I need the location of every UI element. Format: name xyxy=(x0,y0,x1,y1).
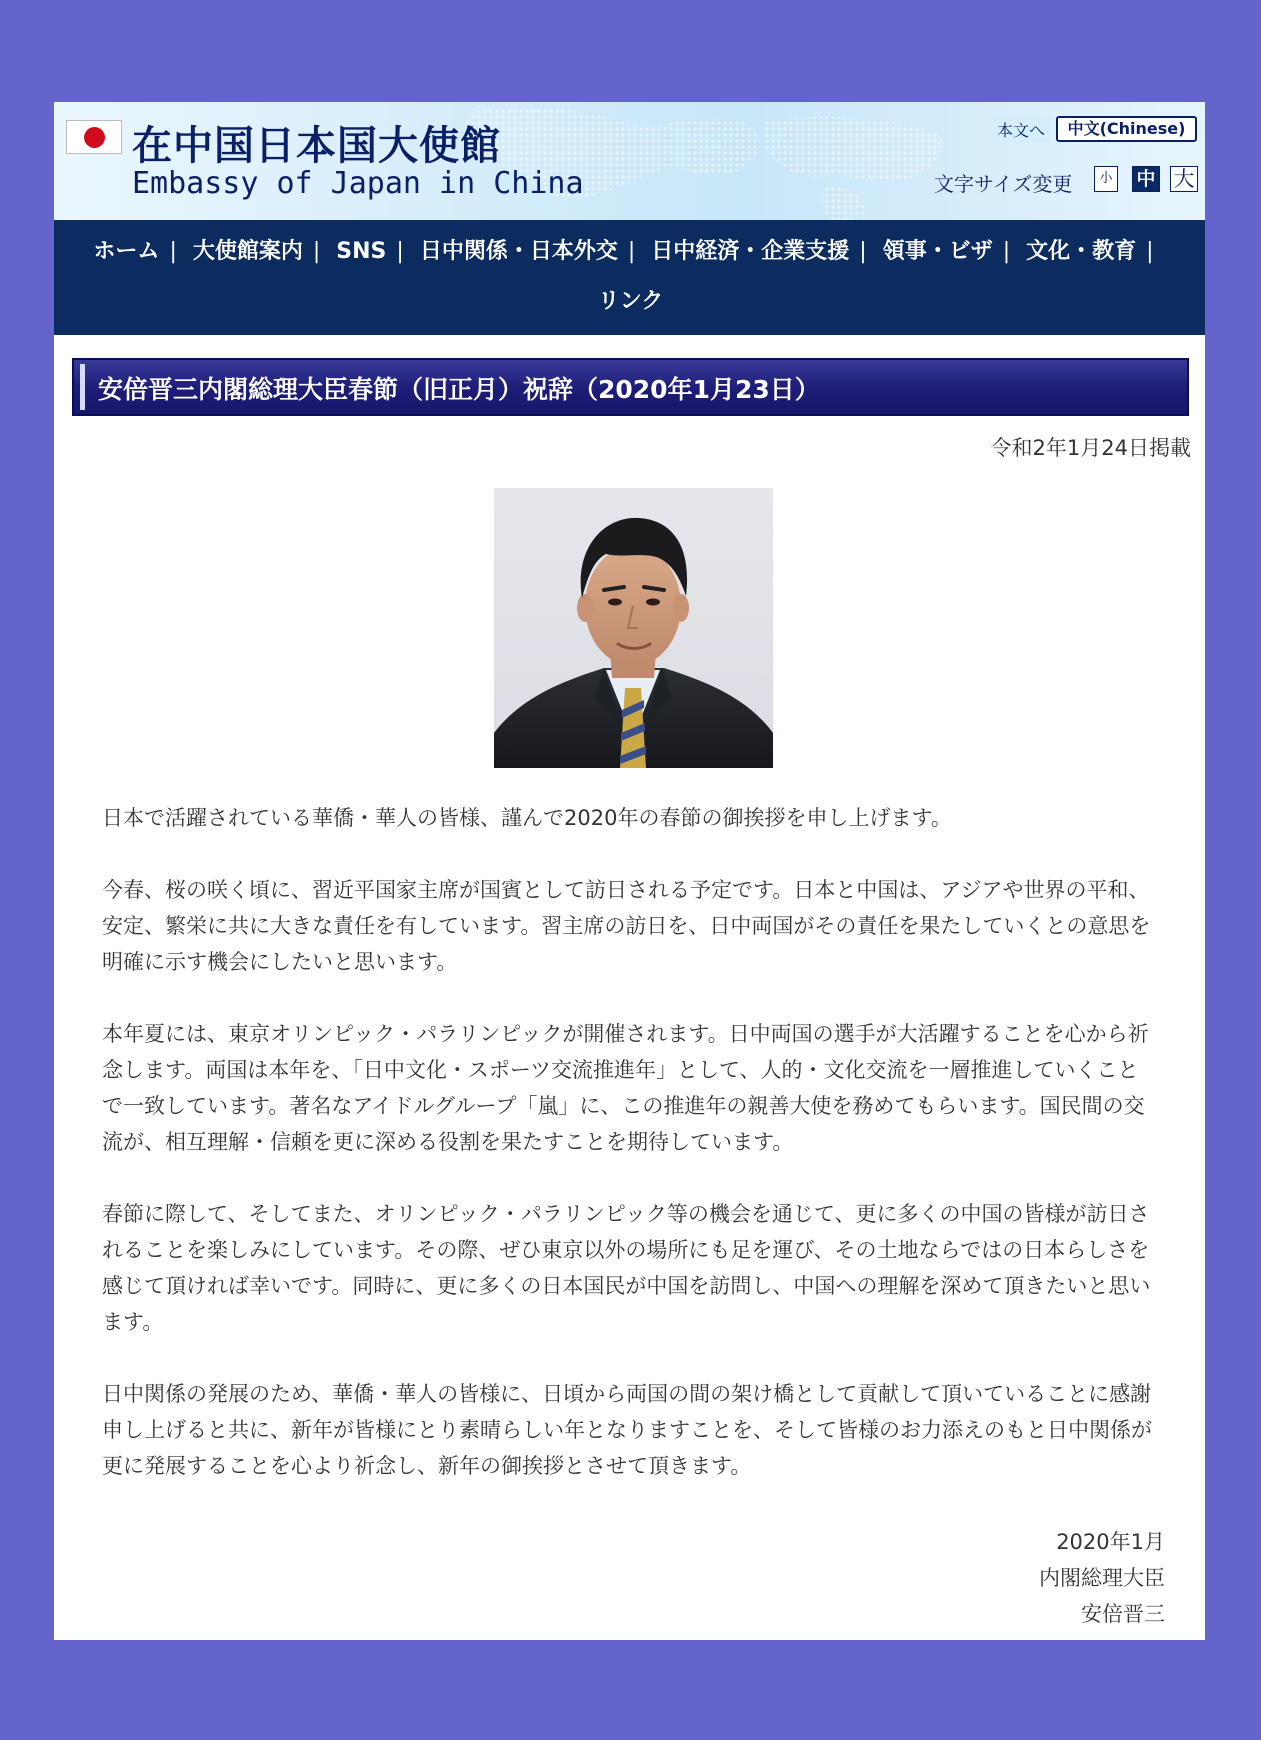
article-paragraph: 春節に際して、そしてまた、オリンピック・パラリンピック等の機会を通じて、更に多くの中国の皆様が訪日されることを楽しみにしています。その際、ぜひ東京以外の場所にも足を運び、その土地ならではの日本らしさを感じて頂ければ幸いです。同時に、更に多くの日本国民が中国を訪問し、中国への理解を深めて頂きたいと思います。 xyxy=(102,1202,1151,1334)
nav-row xyxy=(54,234,1205,265)
skip-to-content-link[interactable]: 本文へ xyxy=(991,116,1051,143)
site-title-japanese[interactable]: 在中国日本国大使館 xyxy=(132,123,501,169)
article-title: 安倍晋三内閣総理大臣春節（旧正月）祝辞（2020年1月23日） xyxy=(98,375,820,404)
title-accent-bar xyxy=(80,364,85,410)
page-container xyxy=(54,102,1205,1640)
nav-row xyxy=(54,284,1205,315)
nav-separator: | xyxy=(312,239,321,264)
article-paragraph: 日中関係の発展のため、華僑・華人の皆様に、日頃から両国の間の架け橋として貢献して頂いていることに感謝申し上げると共に、新年が皆様にとり素晴らしい年となりますことを、そして皆様のお力添えのもと日中関係が更に発展することを心より祈念し、新年の御挨拶とさせて頂きます。 xyxy=(102,1382,1152,1478)
nav-separator: | xyxy=(627,239,636,264)
posted-date: 令和2年1月24日掲載 xyxy=(990,436,1191,460)
article-title-bar xyxy=(72,358,1189,416)
font-size-small-button[interactable]: 小 xyxy=(1094,166,1118,192)
world-map-graphic xyxy=(434,102,954,220)
nav-separator: | xyxy=(396,239,404,264)
site-header xyxy=(54,102,1205,220)
nav-item-diplomacy[interactable]: 日中関係・日本外交 xyxy=(419,239,618,264)
signature-block xyxy=(1039,1524,1165,1632)
article-paragraph: 日本で活躍されている華僑・華人の皆様、謹んで2020年の春節の御挨拶を申し上げます。 xyxy=(102,806,952,830)
site-title-english[interactable]: Embassy of Japan in China xyxy=(132,166,584,201)
japan-flag-icon xyxy=(66,120,122,154)
nav-item-embassy-info[interactable]: 大使館案内 xyxy=(192,239,303,264)
nav-item-culture-education[interactable]: 文化・教育 xyxy=(1026,239,1137,264)
signature-date: 2020年1月 xyxy=(1056,1530,1165,1554)
main-navigation xyxy=(54,220,1205,335)
nav-separator: | xyxy=(1002,239,1011,264)
nav-item-home[interactable]: ホーム xyxy=(93,239,160,264)
font-size-large-button[interactable]: 大 xyxy=(1170,166,1198,192)
portrait-photo xyxy=(494,488,773,768)
article-body xyxy=(102,800,1158,1520)
article-paragraph: 本年夏には、東京オリンピック・パラリンピックが開催されます。日中両国の選手が大活躍することを心から祈念します。両国は本年を、「日中文化・スポーツ交流推進年」として、人的・文化交流を一層推進していくことで一致しています。著名なアイドルグループ「嵐」に、この推進年の親善大使を務めてもらいます。国民間の交流が、相互理解・信頼を更に深める役割を果たすことを期待しています。 xyxy=(102,1022,1149,1154)
nav-item-sns[interactable]: SNS xyxy=(336,239,387,264)
font-size-medium-button[interactable]: 中 xyxy=(1132,166,1160,192)
font-size-label: 文字サイズ変更 xyxy=(934,172,1073,196)
article-paragraph: 今春、桜の咲く頃に、習近平国家主席が国賓として訪日される予定です。日本と中国は、アジアや世界の平和、安定、繁栄に共に大きな責任を有しています。習主席の訪日を、日中両国がその責任を果たしていくとの意思を明確に示す機会にしたいと思います。 xyxy=(102,878,1151,974)
nav-item-economy[interactable]: 日中経済・企業支援 xyxy=(651,239,850,264)
nav-item-consular-visa[interactable]: 領事・ビザ xyxy=(882,239,993,264)
nav-separator: | xyxy=(1146,239,1154,264)
nav-item-links[interactable]: リンク xyxy=(597,289,664,314)
nav-separator: | xyxy=(169,239,177,264)
signature-name: 安倍晋三 xyxy=(1081,1602,1165,1626)
chinese-language-button[interactable]: 中文(Chinese) xyxy=(1056,116,1197,142)
signature-position: 内閣総理大臣 xyxy=(1039,1566,1165,1590)
nav-separator: | xyxy=(859,239,867,264)
